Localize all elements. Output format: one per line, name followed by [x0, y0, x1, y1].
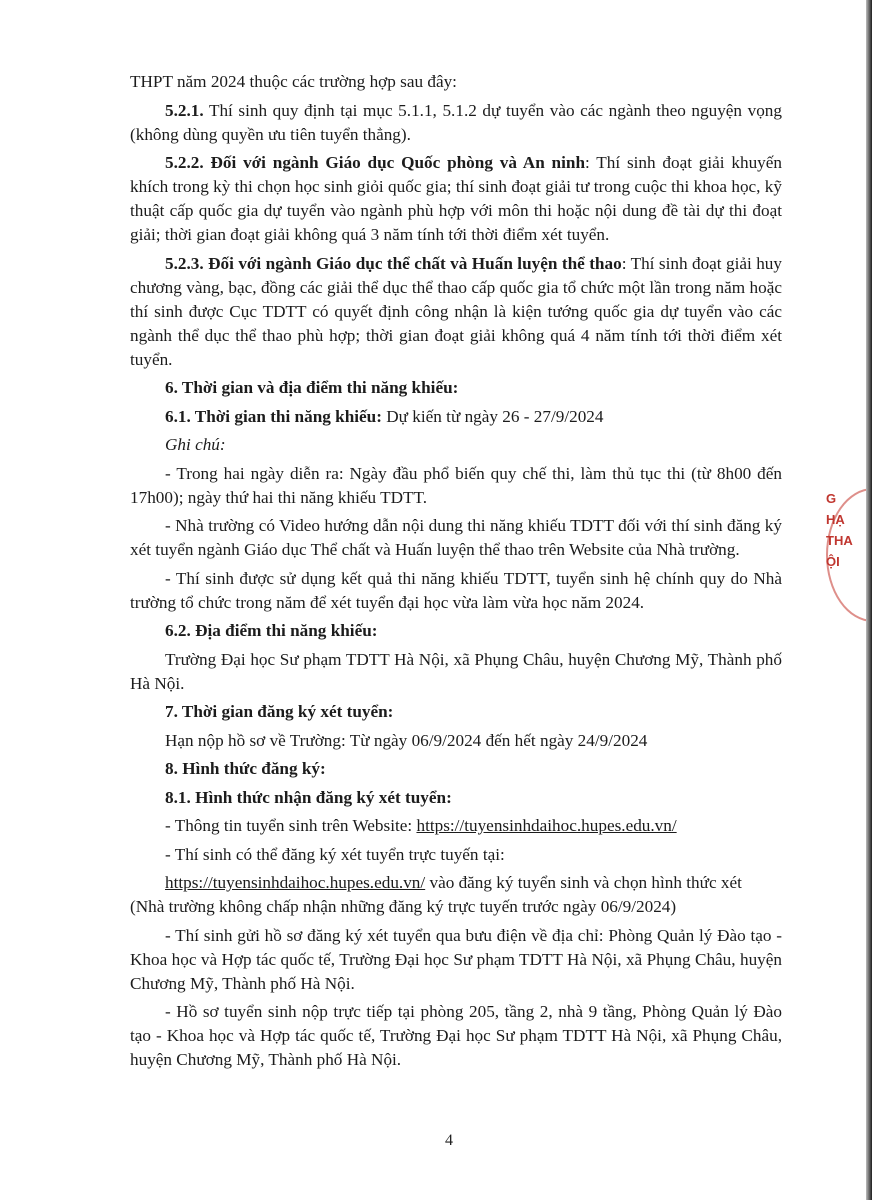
- section-6-1-text: Dự kiến từ ngày 26 - 27/9/2024: [381, 406, 604, 426]
- intro-line: THPT năm 2024 thuộc các trường hợp sau đây:: [130, 72, 457, 91]
- registration-link[interactable]: https://tuyensinhdaihoc.hupes.edu.vn/: [165, 873, 426, 892]
- online-registration-note: (Nhà trường không chấp nhận những đăng ký trực tuyến trước ngày 06/9/2024): [130, 897, 677, 916]
- section-5-2-3-heading: 5.2.3. Đối với ngành Giáo dục thể chất và Huấn luyện thể thao: [165, 253, 622, 273]
- website-link[interactable]: https://tuyensinhdaihoc.hupes.edu.vn/: [416, 816, 677, 835]
- section-6-1: [130, 405, 782, 429]
- section-5-2-1: [130, 99, 782, 147]
- note-label-text: Ghi chú:: [165, 435, 226, 454]
- section-5-2-3-text: : Thí sinh đoạt giải huy chương vàng, bạc, đồng các giải thể dục thể thao cấp quốc gia tổ chức một lần trong năm hoặc thí sinh được Cục TDTT có quyết định công nhận là kiện tướng quốc gia dự tuyển vào các ngành thể dục thể thao phù hợp; thời gian đoạt giải không quá 4 năm tính tới thời điểm xét tuyển.: [130, 253, 782, 369]
- postal-submission: - Thí sinh gửi hồ sơ đăng ký xét tuyển qua bưu điện về địa chỉ: Phòng Quản lý Đào tạo - Khoa học và Hợp tác quốc tế, Trường Đại học Sư phạm TDTT Hà Nội, xã Phụng Châu, huyện Chương Mỹ, Thành phố Hà Nội.: [130, 925, 782, 993]
- direct-submission: - Hồ sơ tuyển sinh nộp trực tiếp tại phòng 205, tầng 2, nhà 9 tầng, Phòng Quản lý Đào tạo - Khoa học và Hợp tác quốc tế, Trường Đại học Sư phạm TDTT Hà Nội, xã Phụng Châu, huyện Chương Mỹ, Thành phố Hà Nội.: [130, 1002, 782, 1069]
- section-5-2-2-text: : Thí sinh đoạt giải khuyến khích trong kỳ thi chọn học sinh giỏi quốc gia; thí sinh đoạt giải tư trong cuộc thi khoa học, kỹ thuật cấp quốc gia dự tuyển vào ngành phù hợp với môn thi hoặc nội dung đề tài dự thi đoạt giải; thời gian đoạt giải không quá 3 năm tính tới thời điểm xét tuyển.: [130, 153, 782, 244]
- section-6-heading: [130, 376, 782, 400]
- section-8-1-heading: [130, 786, 782, 810]
- website-info-prefix: - Thông tin tuyển sinh trên Website:: [165, 816, 417, 835]
- section-8-heading: [130, 757, 782, 781]
- stamp-fragment-4: ỘI: [826, 554, 840, 569]
- page-number: 4: [445, 1132, 453, 1149]
- section-8-title: 8. Hình thức đăng ký:: [165, 759, 326, 778]
- stamp-fragment-3: THA: [826, 533, 853, 548]
- note-item-1: - Trong hai ngày diễn ra: Ngày đầu phổ biến quy chế thi, làm thủ tục thi (từ 8h00 đến 17h00); ngày thứ hai thi năng khiếu TDTT.: [130, 463, 782, 507]
- section-6-2-heading: [130, 619, 782, 643]
- section-5-2-1-number: 5.2.1.: [165, 100, 204, 120]
- online-registration-line: [130, 871, 782, 895]
- section-6-1-heading: 6.1. Thời gian thi năng khiếu:: [165, 406, 382, 426]
- page-content: [130, 70, 782, 1077]
- note-label: [130, 433, 782, 457]
- stamp-fragment-2: HẠ: [826, 512, 845, 527]
- section-7-text: Hạn nộp hồ sơ về Trường: Từ ngày 06/9/2024 đến hết ngày 24/9/2024: [165, 730, 648, 750]
- section-8-1-title: 8.1. Hình thức nhận đăng ký xét tuyển:: [165, 787, 452, 807]
- section-5-2-2: [130, 151, 782, 247]
- section-7-heading: [130, 700, 782, 724]
- note-item-3: - Thí sinh được sử dụng kết quả thi năng khiếu TDTT, tuyển sinh hệ chính quy do Nhà trường tổ chức trong năm để xét tuyển đại học vừa làm vừa học năm 2024.: [130, 568, 782, 612]
- section-5-2-2-heading: 5.2.2. Đối với ngành Giáo dục Quốc phòng và An ninh: [165, 153, 586, 172]
- edge-shadow: [866, 0, 872, 1200]
- section-6-2-text: Trường Đại học Sư phạm TDTT Hà Nội, xã Phụng Châu, huyện Chương Mỹ, Thành phố Hà Nội.: [130, 649, 782, 693]
- section-7-title: 7. Thời gian đăng ký xét tuyển:: [165, 702, 394, 721]
- stamp-fragment-1: G: [826, 491, 837, 506]
- note-item-2: - Nhà trường có Video hướng dẫn nội dung thi năng khiếu TDTT đối với thí sinh đăng ký xét tuyển ngành Giáo dục Thể chất và Huấn luyện thể thao trên Website của Nhà trường.: [130, 516, 782, 559]
- online-registration-suffix: vào đăng ký tuyển sinh và chọn hình thức xét: [425, 873, 742, 892]
- online-registration-intro: - Thí sinh có thể đăng ký xét tuyển trực tuyến tại:: [165, 844, 505, 864]
- website-info-line: [130, 814, 782, 838]
- section-5-2-1-text: Thí sinh quy định tại mục 5.1.1, 5.1.2 dự tuyển vào các ngành theo nguyện vọng (không dùng quyền ưu tiên tuyển thẳng).: [130, 100, 782, 144]
- section-6-2-title: 6.2. Địa điểm thi năng khiếu:: [165, 621, 378, 640]
- section-5-2-3: [130, 252, 782, 372]
- section-6-title: 6. Thời gian và địa điểm thi năng khiếu:: [165, 378, 459, 397]
